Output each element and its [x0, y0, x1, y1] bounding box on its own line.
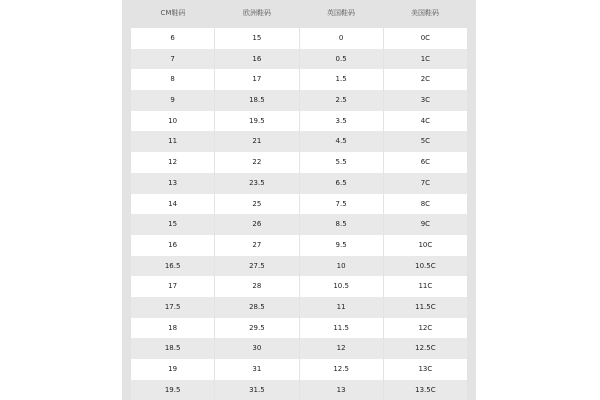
- table-row: [131, 297, 467, 318]
- cell-cm-size: 10: [131, 111, 215, 132]
- table-row: [131, 318, 467, 339]
- cell-cm-size: 16: [131, 235, 215, 256]
- cell-cm-size: 16.5: [131, 256, 215, 277]
- cell-eu-size: 26: [215, 214, 299, 235]
- cell-cm-size: 19: [131, 359, 215, 380]
- cell-eu-size: 30: [215, 338, 299, 359]
- table-row: [131, 194, 467, 215]
- cell-cm-size: 14: [131, 194, 215, 215]
- cell-eu-size: 16: [215, 49, 299, 70]
- cell-eu-size: 29.5: [215, 318, 299, 339]
- table-row: [131, 49, 467, 70]
- cell-uk-size: 3.5: [300, 111, 384, 132]
- cell-us-size: 13C: [418, 365, 433, 373]
- cell-eu-size: 31.5: [215, 380, 299, 400]
- size-table-body: [131, 28, 467, 400]
- cell-us-size: 4C: [420, 116, 431, 125]
- cell-uk-size: 0.5: [300, 49, 384, 70]
- cell-us-size: 5C: [420, 137, 431, 146]
- table-row: [131, 235, 467, 256]
- cell-eu-size: 23.5: [215, 173, 299, 194]
- cell-us-size: 11.5C: [415, 302, 436, 311]
- table-row: [131, 256, 467, 277]
- cell-uk-size: 0: [300, 28, 384, 49]
- cell-eu-size: 27: [215, 235, 299, 256]
- cell-uk-size: 10: [300, 256, 384, 277]
- cell-eu-size: 28: [215, 276, 299, 297]
- table-row: [131, 359, 467, 380]
- cell-uk-size: 8.5: [300, 214, 384, 235]
- cell-uk-size: 13: [300, 380, 384, 400]
- cell-us-size: 10C: [418, 240, 433, 249]
- cell-uk-size: 9.5: [300, 235, 384, 256]
- header-us-size: 美国鞋码: [411, 9, 439, 17]
- table-row: [131, 380, 467, 400]
- cell-eu-size: 28.5: [215, 297, 299, 318]
- table-row: [131, 276, 467, 297]
- header-cm-size: CM鞋码: [160, 9, 186, 17]
- table-row: [131, 28, 467, 49]
- cell-eu-size: 15: [215, 28, 299, 49]
- cell-cm-size: 13: [131, 173, 215, 194]
- cell-uk-size: 4.5: [300, 131, 384, 152]
- table-row: [131, 111, 467, 132]
- cell-us-size: 13.5C: [415, 385, 436, 394]
- cell-cm-size: 6: [131, 28, 215, 49]
- table-row: [131, 131, 467, 152]
- cell-uk-size: 12.5: [300, 359, 384, 380]
- cell-cm-size: 8: [131, 69, 215, 90]
- cell-cm-size: 11: [131, 131, 215, 152]
- cell-cm-size: 17: [131, 276, 215, 297]
- cell-cm-size: 9: [131, 90, 215, 111]
- cell-uk-size: 6.5: [300, 173, 384, 194]
- cell-eu-size: 25: [215, 194, 299, 215]
- table-row: [131, 90, 467, 111]
- header-uk-size: 英国鞋码: [327, 9, 355, 17]
- cell-us-size: 7C: [420, 178, 431, 187]
- cell-eu-size: 18.5: [215, 90, 299, 111]
- cell-us-size: 1C: [420, 54, 431, 63]
- cell-eu-size: 27.5: [215, 256, 299, 277]
- cell-us-size: 11C: [418, 282, 433, 291]
- cell-cm-size: 15: [131, 214, 215, 235]
- cell-cm-size: 19.5: [131, 380, 215, 400]
- cell-us-size: 3C: [420, 96, 431, 105]
- cell-us-size: 12.5C: [415, 344, 436, 353]
- table-row: [131, 152, 467, 173]
- cell-eu-size: 17: [215, 69, 299, 90]
- cell-us-size: 0C: [420, 34, 431, 42]
- table-header: [131, 0, 467, 26]
- cell-us-size: 10.5C: [415, 261, 436, 270]
- cell-uk-size: 11: [300, 297, 384, 318]
- cell-us-size: 6C: [420, 158, 431, 167]
- cell-eu-size: 22: [215, 152, 299, 173]
- cell-uk-size: 2.5: [300, 90, 384, 111]
- cell-eu-size: 21: [215, 131, 299, 152]
- cell-uk-size: 11.5: [300, 318, 384, 339]
- cell-us-size: 12C: [418, 323, 433, 332]
- cell-cm-size: 17.5: [131, 297, 215, 318]
- cell-cm-size: 18: [131, 318, 215, 339]
- cell-uk-size: 12: [300, 338, 384, 359]
- cell-cm-size: 7: [131, 49, 215, 70]
- cell-uk-size: 7.5: [300, 194, 384, 215]
- cell-eu-size: 19.5: [215, 111, 299, 132]
- table-row: [131, 69, 467, 90]
- cell-cm-size: 18.5: [131, 338, 215, 359]
- header-eu-size: 欧洲鞋码: [243, 9, 271, 17]
- table-row: [131, 338, 467, 359]
- cell-us-size: 2C: [420, 75, 431, 84]
- cell-cm-size: 12: [131, 152, 215, 173]
- cell-us-size: 9C: [420, 220, 431, 229]
- cell-eu-size: 31: [215, 359, 299, 380]
- cell-uk-size: 5.5: [300, 152, 384, 173]
- cell-uk-size: 10.5: [300, 276, 384, 297]
- cell-us-size: 8C: [420, 199, 431, 208]
- table-row: [131, 173, 467, 194]
- cell-uk-size: 1.5: [300, 69, 384, 90]
- table-row: [131, 214, 467, 235]
- size-chart-panel: [122, 0, 476, 400]
